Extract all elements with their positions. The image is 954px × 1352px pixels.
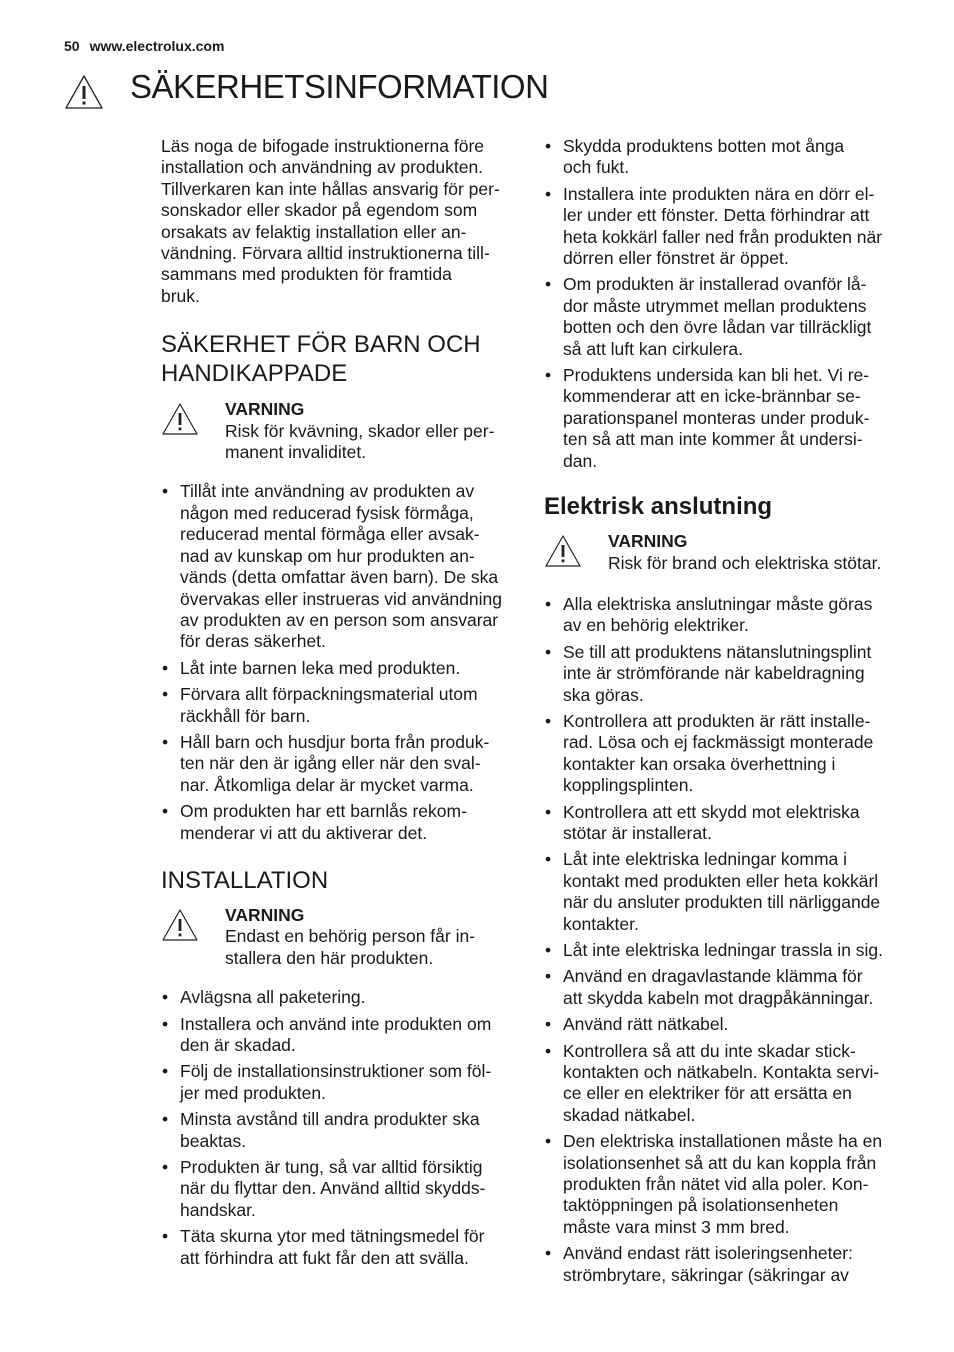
left-column	[161, 136, 513, 1274]
child-safety-list	[161, 481, 513, 844]
installation-list-continued	[544, 136, 900, 472]
heading-line: HANDIKAPPADE	[161, 360, 348, 388]
list-item: • Låt inte barnen leka med produkten.	[161, 658, 513, 679]
text-line: sonskador eller skador på egendom som	[161, 200, 478, 221]
warning-title: VARNING	[225, 904, 305, 925]
list-item: • Den elektriska installationen måste ha en isolationsenhet så att du kan koppla från produkten från nätet vid alla poler. Kon- taktöppningen på isolationsenheten måste vara minst 3 mm bred.	[544, 1131, 900, 1238]
warning-title: VARNING	[225, 399, 305, 420]
section-heading-electrical: Elektrisk anslutning	[544, 493, 773, 521]
list-item: • Produktens undersida kan bli het. Vi re- kommenderar att en icke-brännbar se- parationspanel monteras under produk- ten så att man inte kommer åt undersi- dan.	[544, 365, 900, 472]
text-line: installation och användning av produkten.	[161, 157, 484, 178]
list-item: • Skydda produktens botten mot ånga och fukt.	[544, 136, 900, 179]
list-item: • Produkten är tung, så var alltid försiktig när du flyttar den. Använd alltid skydds- handskar.	[161, 1157, 513, 1221]
text-line: Endast en behörig person får in-	[225, 926, 476, 947]
warning-triangle-icon	[64, 74, 104, 110]
list-item: • Minsta avstånd till andra produkter ska beaktas.	[161, 1109, 513, 1152]
website-link[interactable]: www.electrolux.com	[89, 38, 225, 54]
text-line: manent invaliditet.	[225, 442, 367, 463]
list-item: • Kontrollera att ett skydd mot elektriska stötar är installerat.	[544, 802, 900, 845]
list-item: • Kontrollera så att du inte skadar stick- kontakten och nätkabeln. Kontakta servi- ce eller en elektriker för att ersätta en skadad nätkabel.	[544, 1041, 900, 1127]
list-item: • Alla elektriska anslutningar måste göras av en behörig elektriker.	[544, 594, 900, 637]
warning-box	[161, 905, 513, 969]
list-item: • Använd endast rätt isoleringsenheter: strömbrytare, säkringar (säkringar av	[544, 1243, 900, 1286]
list-item: • Tillåt inte användning av produkten av någon med reducerad fysisk förmåga, reducerad mental förmåga eller avsak- nad av kunskap om hur produkten an- vänds (detta omfattar även barn). De ska övervakas eller instrueras vid användning av produkten av en person som ansvarar för deras säkerhet.	[161, 481, 513, 652]
page-number: 50	[64, 38, 80, 54]
list-item: • Kontrollera att produkten är rätt installe- rad. Lösa och ej fackmässigt monterade kontakter kan orsaka överhettning i kopplingsplinten.	[544, 711, 900, 797]
list-item: • Håll barn och husdjur borta från produk- ten när den är igång eller när den sval- nar. Åtkomliga delar är mycket varma.	[161, 732, 513, 796]
warning-text	[225, 421, 513, 464]
installation-list	[161, 987, 513, 1269]
warning-title: VARNING	[608, 531, 688, 552]
list-item: • Om produkten har ett barnlås rekom- menderar vi att du aktiverar det.	[161, 801, 513, 844]
warning-triangle-icon	[161, 402, 199, 436]
heading-line: SÄKERHET FÖR BARN OCH	[161, 331, 481, 359]
list-item: • Installera och använd inte produkten om den är skadad.	[161, 1014, 513, 1057]
list-item: • Avlägsna all paketering.	[161, 987, 513, 1008]
text-line: stallera den här produkten.	[225, 947, 434, 968]
text-line: Risk för kvävning, skador eller per-	[225, 420, 495, 441]
text-line: orsakats av felaktig installation eller an-	[161, 221, 467, 242]
warning-text	[608, 553, 900, 574]
warning-text	[225, 926, 513, 969]
list-item: • Låt inte elektriska ledningar trassla in sig.	[544, 940, 900, 961]
list-item: • Installera inte produkten nära en dörr el- ler under ett fönster. Detta förhindrar att heta kokkärl faller ned från produkten när dörren eller fönstret är öppet.	[544, 184, 900, 270]
text-line: vändning. Förvara alltid instruktionerna till-	[161, 243, 490, 264]
intro-paragraph	[161, 136, 513, 307]
text-line: bruk.	[161, 285, 200, 306]
warning-box	[161, 399, 513, 463]
text-line: Tillverkaren kan inte hållas ansvarig för per-	[161, 178, 500, 199]
text-line: Risk för brand och elektriska stötar.	[608, 552, 882, 573]
list-item: • Använd rätt nätkabel.	[544, 1014, 900, 1035]
section-heading-installation: INSTALLATION	[161, 866, 329, 894]
list-item: • Använd en dragavlastande klämma för att skydda kabeln mot dragpåkänningar.	[544, 966, 900, 1009]
list-item: • Om produkten är installerad ovanför lå- dor måste utrymmet mellan produktens botten och den övre lådan var tillräckligt så att luft kan cirkulera.	[544, 274, 900, 360]
warning-box	[544, 531, 900, 574]
warning-triangle-icon	[544, 534, 582, 568]
page-header	[64, 38, 224, 54]
page-title: SÄKERHETSINFORMATION	[130, 68, 549, 105]
list-item: • Förvara allt förpackningsmaterial utom räckhåll för barn.	[161, 684, 513, 727]
list-item: • Täta skurna ytor med tätningsmedel för att förhindra att fukt får den att svälla.	[161, 1226, 513, 1269]
text-line: Läs noga de bifogade instruktionerna före	[161, 136, 485, 156]
warning-triangle-icon	[161, 908, 199, 942]
list-item: • Låt inte elektriska ledningar komma i kontakt med produkten eller heta kokkärl när du ansluter produkten till närliggande kontakter.	[544, 849, 900, 935]
text-line: sammans med produkten för framtida	[161, 264, 452, 285]
list-item: • Följ de installationsinstruktioner som föl- jer med produkten.	[161, 1061, 513, 1104]
electrical-list	[544, 594, 900, 1286]
list-item: • Se till att produktens nätanslutningsplint inte är strömförande när kabeldragning ska göras.	[544, 642, 900, 706]
section-heading-child-safety	[161, 330, 513, 388]
right-column	[544, 136, 900, 1291]
